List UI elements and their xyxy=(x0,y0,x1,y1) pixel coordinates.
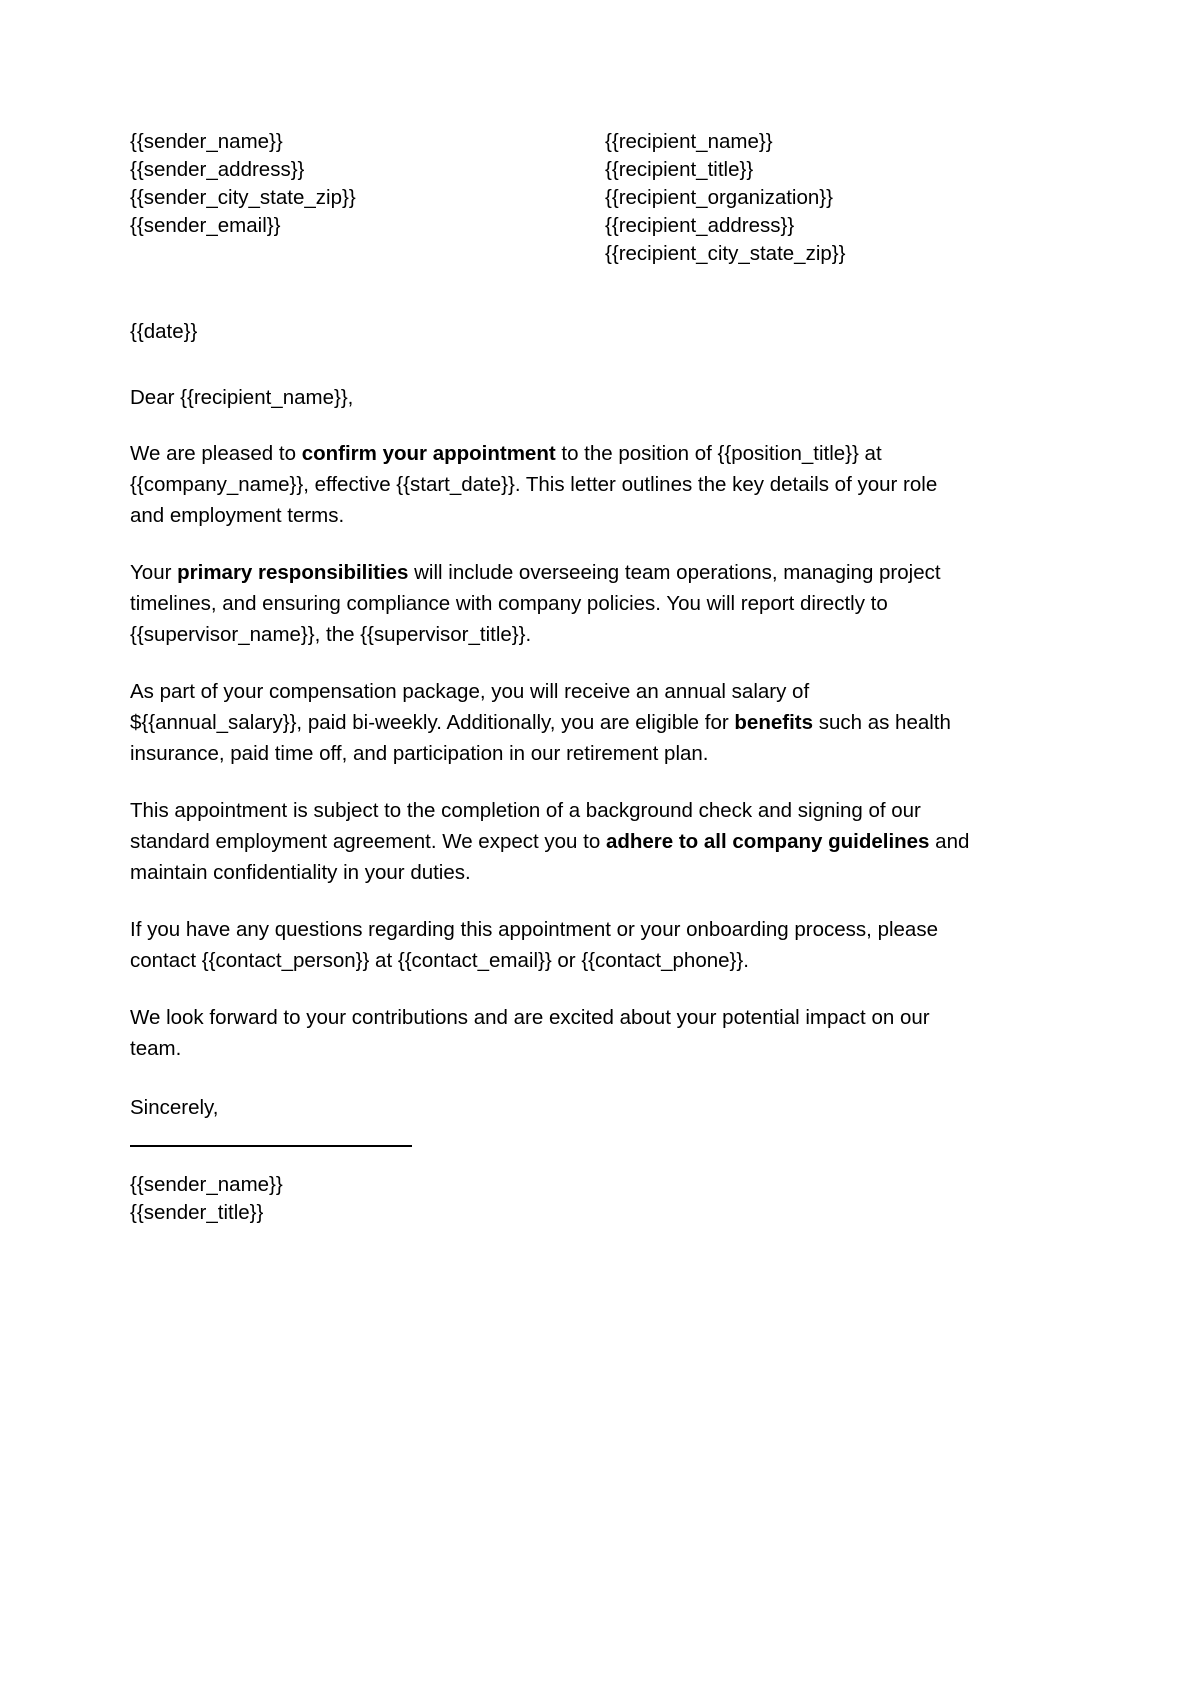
sender-city-state-zip: {{sender_city_state_zip}} xyxy=(130,186,356,209)
paragraph-appointment-confirmation xyxy=(130,438,975,531)
body-text: If you have any questions regarding this appointment or your onboarding process, please contact {{contact_person}} at {{contact_email}} or {{contact_phone}}. xyxy=(130,918,938,972)
address-header xyxy=(130,128,1072,268)
sender-name: {{sender_name}} xyxy=(130,130,283,153)
paragraph-closing-remarks xyxy=(130,1002,975,1064)
recipient-address-block xyxy=(605,128,1072,268)
recipient-city-state-zip: {{recipient_city_state_zip}} xyxy=(605,242,846,265)
recipient-organization: {{recipient_organization}} xyxy=(605,186,833,209)
recipient-title: {{recipient_title}} xyxy=(605,158,754,181)
body-text: such as health insurance, paid time off, and participation in our retirement plan. xyxy=(130,711,951,765)
signature-sender-title: {{sender_title}} xyxy=(130,1201,264,1224)
body-text: As part of your compensation package, you will receive an annual salary of ${{annual_salary}}, paid bi-weekly. Additionally, you are eligible for xyxy=(130,680,810,734)
body-text: Your xyxy=(130,561,178,584)
paragraph-contact xyxy=(130,914,975,976)
signature-block xyxy=(130,1171,1072,1227)
emphasis-text: adhere to all company guidelines xyxy=(605,830,930,853)
emphasis-text: primary responsibilities xyxy=(177,561,409,584)
body-text: We are pleased to xyxy=(130,442,302,465)
signature-sender-name: {{sender_name}} xyxy=(130,1173,283,1196)
recipient-name: {{recipient_name}} xyxy=(605,130,773,153)
letter-date: {{date}} xyxy=(130,320,198,343)
emphasis-text: benefits xyxy=(734,711,813,734)
sender-address: {{sender_address}} xyxy=(130,158,305,181)
closing-phrase: Sincerely, xyxy=(130,1096,219,1119)
body-text: This appointment is subject to the completion of a background check and signing of our standard employment agreement. We expect you to xyxy=(130,799,921,853)
signature-line xyxy=(130,1145,412,1147)
letter-body xyxy=(130,438,1072,1064)
emphasis-text: confirm your appointment xyxy=(301,442,556,465)
body-text: will include overseeing team operations, managing project timelines, and ensuring compliance with company policies. You will report directly to {{supervisor_name}}, the {{supervisor_title}}. xyxy=(130,561,941,646)
body-text: and maintain confidentiality in your duties. xyxy=(130,830,970,884)
salutation: Dear {{recipient_name}}, xyxy=(130,386,354,409)
sender-email: {{sender_email}} xyxy=(130,214,281,237)
body-text: We look forward to your contributions and are excited about your potential impact on our team. xyxy=(130,1006,930,1060)
recipient-address: {{recipient_address}} xyxy=(605,214,795,237)
paragraph-conditions xyxy=(130,795,975,888)
paragraph-responsibilities xyxy=(130,557,975,650)
body-text: to the position of {{position_title}} at {{company_name}}, effective {{start_date}}. This letter outlines the key details of your role and employment terms. xyxy=(130,442,938,527)
sender-address-block xyxy=(130,128,605,240)
paragraph-compensation xyxy=(130,676,975,769)
